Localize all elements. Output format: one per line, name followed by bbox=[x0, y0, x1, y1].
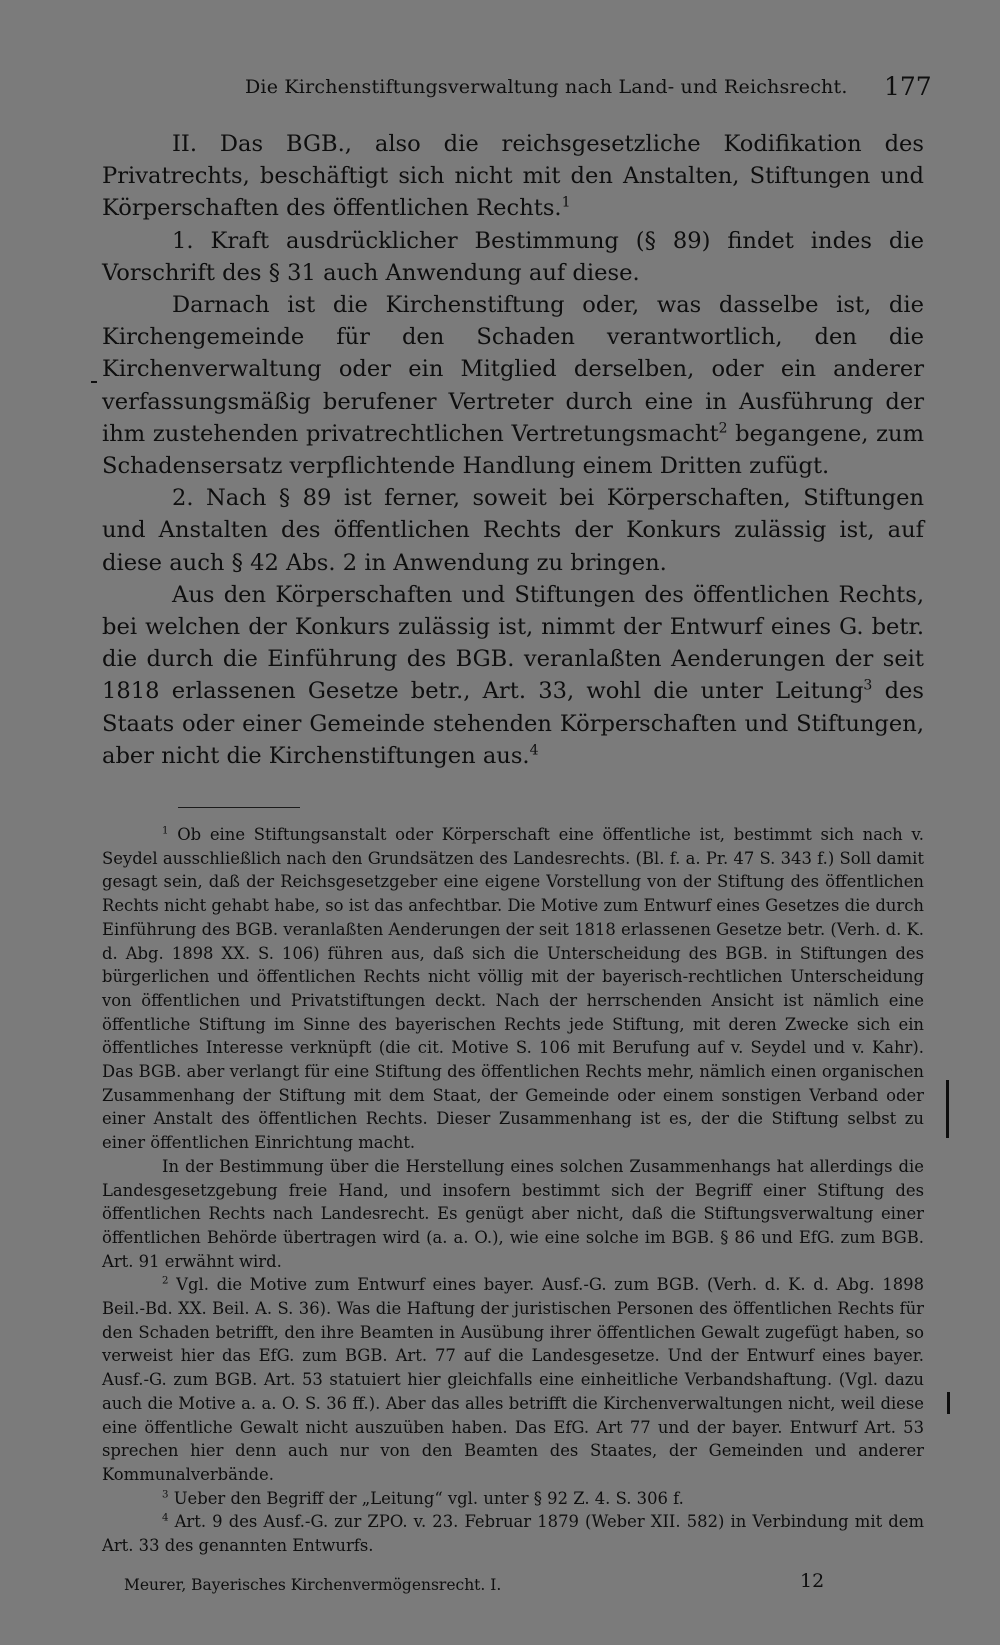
footnote-reference: 2 bbox=[718, 420, 728, 437]
page-footer bbox=[0, 1570, 1000, 1600]
footnote-text: Vgl. die Motive zum Entwurf eines bayer. Ausf.-G. zum BGB. (Verh. d. K. d. Abg. 1898 Beil.-Bd. XX. Beil. A. S. 36). Was die Haftung der juristischen Personen des öffentlichen Rechts für den Schaden betrifft, den ihre Beamten in Ausübung ihrer öffentlichen Gewalt zugefügt haben, so verweist hier das EfG. zum BGB. Art. 77 auf die Landesgesetze. Und der Entwurf eines bayer. Ausf.-G. zum BGB. Art. 53 statuiert hier gleichfalls eine einheitliche Verbandshaftung. (Vgl. dazu auch die Motive a. a. O. S. 36 ff.). Aber das alles betrifft die Kirchenverwaltungen nicht, weil diese eine öffentliche Gewalt nicht auszuüben haben. Das EfG. Art 77 und der bayer. Entwurf Art. 53 sprechen hier denn auch nur von den Beamten des Staates, der Gemeinden und anderer Kommunalverbände. bbox=[102, 1275, 924, 1484]
paragraph-text: Darnach ist die Kirchenstiftung oder, was dasselbe ist, die Kirchengemeinde für den Schaden verantwortlich, den die Kirchenverwaltung oder ein Mitglied derselben, oder ein anderer verfassungsmäßig berufener Vertreter durch eine in Ausführung der ihm zustehenden privatrechtlichen Vertretungsmacht bbox=[102, 292, 924, 447]
footnote-marker: 4 bbox=[162, 1512, 169, 1524]
footnote-text: Ob eine Stiftungsanstalt oder Körperschaft eine öffentliche ist, bestimmt sich nach v. Seydel ausschließlich nach den Grundsätzen des Landesrechts. (Bl. f. a. Pr. 47 S. 343 f.) Soll damit gesagt sein, daß der Reichsgesetzgeber eine eigene Vorstellung von der Stiftung des öffentlichen Rechts nicht gehabt habe, so ist das anfechtbar. Die Motive zum Entwurf eines Gesetzes die durch Einführung des BGB. veranlaßten Aenderungen der seit 1818 erlassenen Gesetze betr. (Verh. d. K. d. Abg. 1898 XX. S. 106) führen aus, daß sich die Unterscheidung des BGB. in Stiftungen des bürgerlichen und öffentlichen Rechts nicht völlig mit der bayerisch-rechtlichen Unterscheidung von öffentlichen und Privatstiftungen deckt. Nach der herrschenden Ansicht ist nämlich eine öffentliche Stiftung im Sinne des bayerischen Rechts jede Stiftung, mit deren Zwecke sich ein öffentliches Interesse verknüpft (die cit. Motive S. 106 mit Berufung auf v. Seydel und v. Kahr). Das BGB. aber verlangt für eine Stiftung des öffentlichen Rechts mehr, nämlich einen organischen Zusammenhang der Stiftung mit dem Staat, der Gemeinde oder einem sonstigen Verband oder einer Anstalt des öffentlichen Rechts. Dieser Zusammenhang ist es, der die Stiftung selbst zu einer öffentlichen Einrichtung macht. bbox=[102, 825, 924, 1153]
margin-pencil-stroke bbox=[946, 1080, 949, 1138]
paragraph-liability bbox=[102, 289, 924, 482]
footnote-2 bbox=[102, 1273, 924, 1486]
footnote-marker: 1 bbox=[162, 825, 169, 837]
footnote-1-continuation bbox=[102, 1155, 924, 1274]
paragraph-text: begangene, zum Schadensersatz verpflichtende Handlung einem Dritten zufügt. bbox=[102, 420, 925, 480]
footnote-1 bbox=[102, 823, 924, 1155]
margin-pencil-mark bbox=[91, 381, 97, 383]
paragraph-text: 2. Nach § 89 ist ferner, soweit bei Körperschaften, Stiftungen und Anstalten des öffentlichen Rechts der Konkurs zulässig ist, auf diese auch § 42 Abs. 2 in Anwendung zu bringen. bbox=[102, 485, 924, 576]
footnote-reference: 3 bbox=[863, 677, 873, 694]
running-title: Die Kirchenstiftungsverwaltung nach Land- und Reichsrecht. bbox=[245, 76, 848, 98]
page-number: 177 bbox=[884, 72, 932, 101]
footnote-text: In der Bestimmung über die Herstellung eines solchen Zusammenhangs hat allerdings die Landesgesetzgebung freie Hand, und insofern bestimmt sich der Begriff einer Stiftung des öffentlichen Rechts nach Landesrecht. Es genügt aber nicht, daß die Stiftungsverwaltung einer öffentlichen Behörde übertragen wird (a. a. O.), wie eine solche im BGB. § 86 und EfG. zum BGB. Art. 91 erwähnt wird. bbox=[102, 1156, 924, 1271]
paragraph-text: des Staats oder einer Gemeinde stehenden Körperschaften und Stiftungen, aber nicht die Kirchenstiftungen aus. bbox=[102, 678, 924, 769]
footnote-reference: 4 bbox=[529, 742, 539, 759]
footnote-text: Ueber den Begriff der „Leitung“ vgl. unter § 92 Z. 4. S. 306 f. bbox=[173, 1488, 684, 1508]
footnotes bbox=[102, 823, 924, 1558]
footnote-reference: 1 bbox=[561, 194, 571, 211]
signature-line: Meurer, Bayerisches Kirchenvermögensrecht. I. bbox=[124, 1576, 502, 1594]
main-text bbox=[102, 128, 924, 772]
paragraph-point-two bbox=[102, 482, 924, 579]
footnote-text: Art. 9 des Ausf.-G. zur ZPO. v. 23. Februar 1879 (Weber XII. 582) in Verbindung mit dem Art. 33 des genannten Entwurfs. bbox=[102, 1512, 925, 1556]
page-header bbox=[0, 72, 1000, 112]
paragraph-text: Aus den Körperschaften und Stiftungen des öffentlichen Rechts, bei welchen der Konkurs zulässig ist, nimmt der Entwurf eines G. betr. die durch die Einführung des BGB. veranlaßten Aenderungen der seit 1818 erlassenen Gesetze betr., Art. 33, wohl die unter Leitung bbox=[102, 581, 924, 705]
footnote-separator bbox=[178, 807, 300, 808]
footnote-marker: 3 bbox=[162, 1489, 169, 1501]
paragraph-point-one bbox=[102, 225, 924, 289]
footnote-marker: 2 bbox=[162, 1275, 169, 1287]
footnote-4 bbox=[102, 1510, 924, 1557]
footnote-3 bbox=[102, 1487, 924, 1511]
paragraph-bankruptcy bbox=[102, 579, 924, 772]
margin-pencil-stroke bbox=[947, 1392, 950, 1414]
sheet-number: 12 bbox=[800, 1570, 825, 1592]
paragraph-section-two bbox=[102, 128, 924, 225]
paragraph-text: 1. Kraft ausdrücklicher Bestimmung (§ 89) findet indes die Vorschrift des § 31 auch Anwendung auf diese. bbox=[102, 227, 924, 286]
paragraph-text: II. Das BGB., also die reichsgesetzliche Kodifikation des Privatrechts, beschäftigt sich nicht mit den Anstalten, Stiftungen und Körperschaften des öffentlichen Rechts. bbox=[102, 131, 924, 222]
